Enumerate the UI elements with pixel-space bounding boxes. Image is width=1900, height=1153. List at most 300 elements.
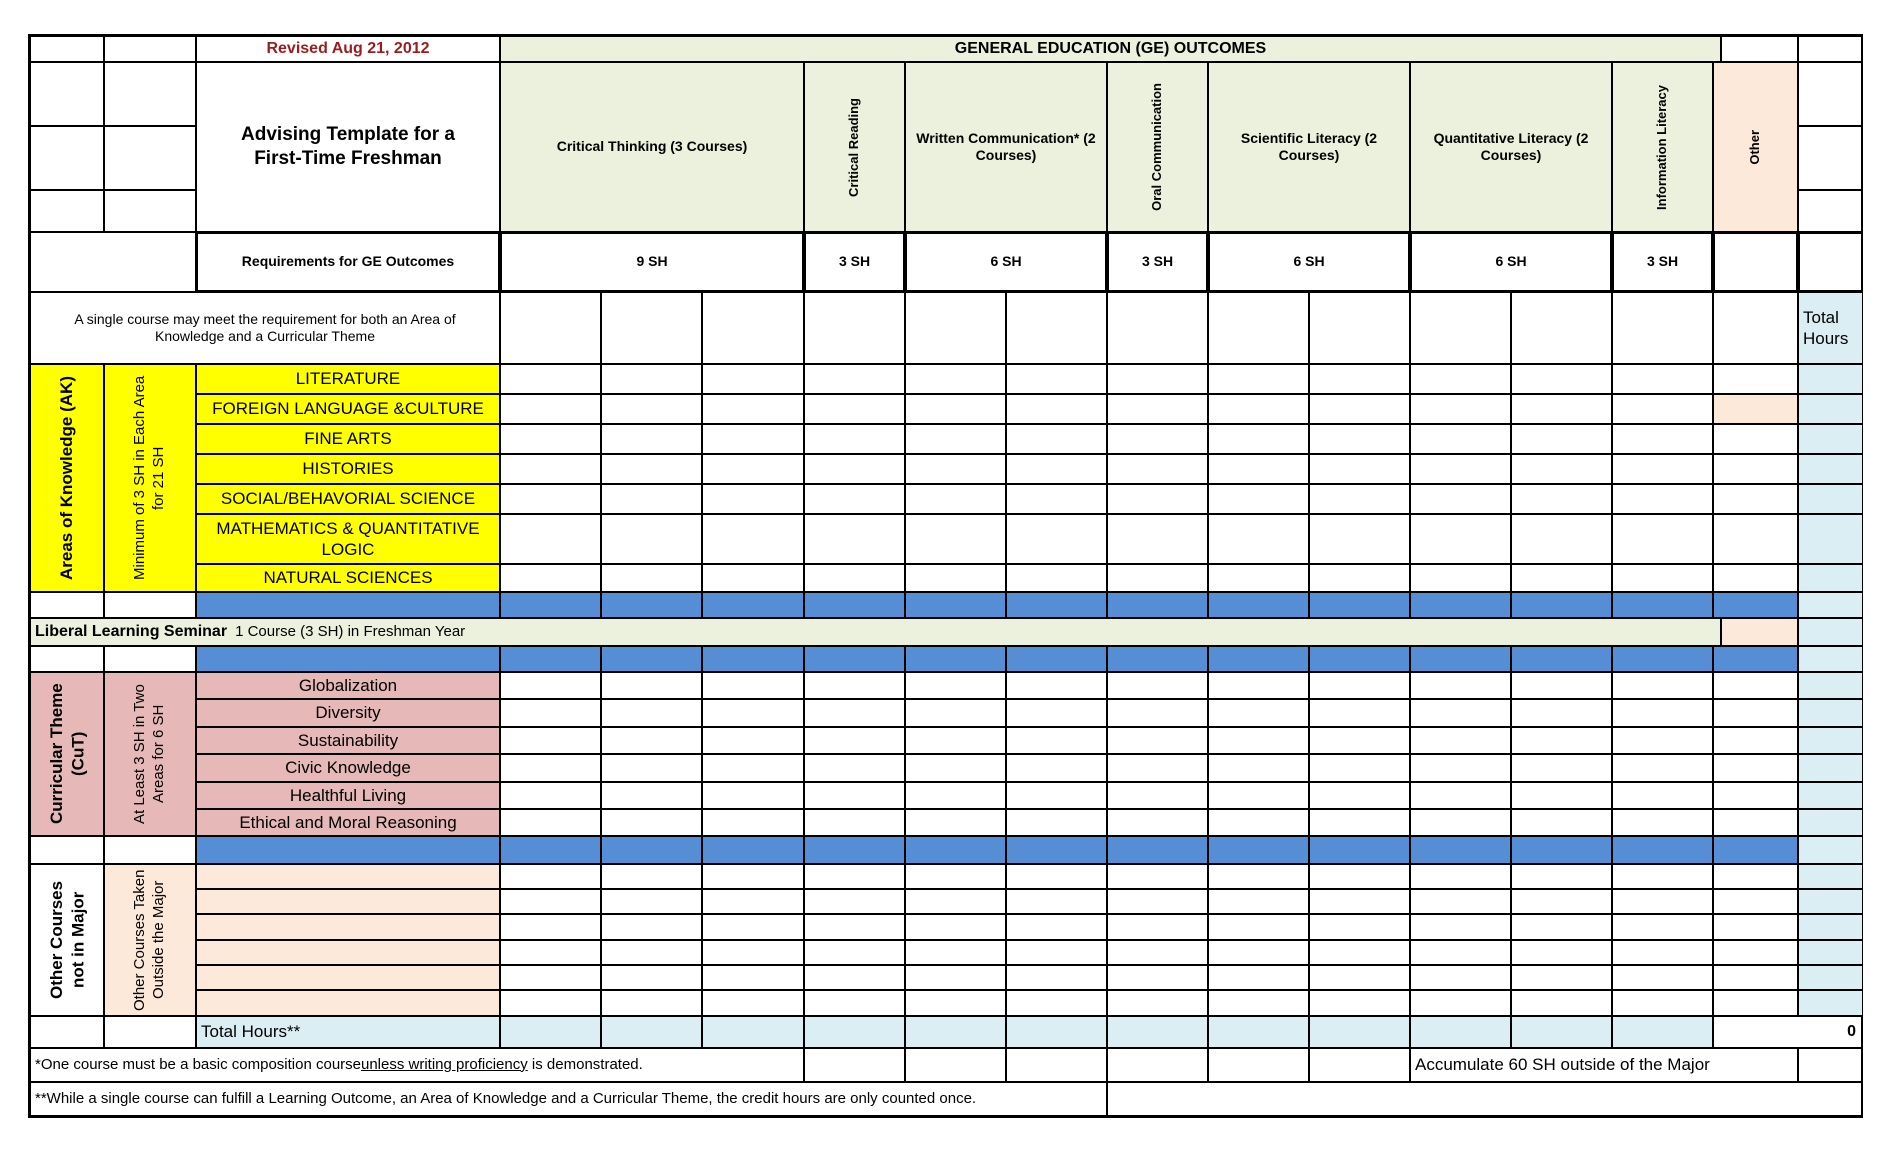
hours-cell[interactable] bbox=[702, 940, 804, 965]
hours-cell[interactable] bbox=[601, 990, 702, 1016]
hours-cell[interactable] bbox=[1208, 809, 1309, 836]
other-hours-cell[interactable] bbox=[1713, 864, 1798, 889]
hours-cell[interactable] bbox=[1107, 727, 1208, 754]
hours-cell[interactable] bbox=[702, 484, 804, 514]
single-course-note: A single course may meet the requirement for both an Area of Knowledge and a Curricular Theme bbox=[30, 292, 500, 364]
hours-cell[interactable] bbox=[804, 564, 905, 592]
hours-cell[interactable] bbox=[905, 889, 1006, 914]
hours-cell[interactable] bbox=[500, 454, 601, 484]
hours-cell[interactable] bbox=[702, 727, 804, 754]
hours-cell[interactable] bbox=[1410, 424, 1511, 454]
hours-cell[interactable] bbox=[500, 990, 601, 1016]
other-hours-cell[interactable] bbox=[1713, 672, 1798, 699]
hours-cell[interactable] bbox=[1410, 699, 1511, 727]
hours-cell[interactable] bbox=[1612, 754, 1713, 782]
hours-cell[interactable] bbox=[1107, 864, 1208, 889]
hours-cell[interactable] bbox=[1612, 514, 1713, 564]
hours-cell[interactable] bbox=[1309, 940, 1410, 965]
hours-cell[interactable] bbox=[1208, 889, 1309, 914]
other-hours-cell[interactable] bbox=[1713, 940, 1798, 965]
hours-cell[interactable] bbox=[500, 940, 601, 965]
other-course-slot[interactable] bbox=[196, 864, 500, 889]
hours-cell[interactable] bbox=[1006, 364, 1107, 394]
hours-cell[interactable] bbox=[804, 484, 905, 514]
hours-cell[interactable] bbox=[804, 672, 905, 699]
hours-cell[interactable] bbox=[1410, 514, 1511, 564]
separator-cell bbox=[905, 592, 1006, 618]
hours-cell[interactable] bbox=[905, 564, 1006, 592]
hours-cell[interactable] bbox=[1107, 809, 1208, 836]
other-hours-cell[interactable] bbox=[1713, 484, 1798, 514]
hours-cell[interactable] bbox=[1309, 454, 1410, 484]
hours-cell[interactable] bbox=[1107, 914, 1208, 940]
hours-cell[interactable] bbox=[905, 699, 1006, 727]
hours-cell[interactable] bbox=[601, 484, 702, 514]
hours-cell[interactable] bbox=[1309, 484, 1410, 514]
hours-cell[interactable] bbox=[1208, 754, 1309, 782]
hours-cell[interactable] bbox=[1410, 940, 1511, 965]
hours-cell[interactable] bbox=[702, 990, 804, 1016]
hours-cell[interactable] bbox=[905, 864, 1006, 889]
hours-cell[interactable] bbox=[1208, 364, 1309, 394]
hours-cell[interactable] bbox=[905, 394, 1006, 424]
total-hours-value: 0 bbox=[1713, 1016, 1863, 1048]
hours-cell[interactable] bbox=[1511, 727, 1612, 754]
hours-cell[interactable] bbox=[702, 754, 804, 782]
hours-cell[interactable] bbox=[1612, 914, 1713, 940]
hours-cell[interactable] bbox=[1612, 424, 1713, 454]
other-course-slot[interactable] bbox=[196, 940, 500, 965]
seminar-detail: 1 Course (3 SH) in Freshman Year bbox=[235, 622, 466, 640]
hours-cell[interactable] bbox=[1511, 424, 1612, 454]
hours-cell[interactable] bbox=[804, 364, 905, 394]
hours-cell[interactable] bbox=[804, 727, 905, 754]
separator-cell bbox=[1208, 836, 1309, 864]
hours-cell[interactable] bbox=[804, 394, 905, 424]
hours-cell[interactable] bbox=[601, 699, 702, 727]
hours-cell[interactable] bbox=[804, 424, 905, 454]
hours-cell[interactable] bbox=[1309, 889, 1410, 914]
hours-cell[interactable] bbox=[1410, 809, 1511, 836]
hours-cell[interactable] bbox=[1612, 889, 1713, 914]
hours-cell[interactable] bbox=[1511, 965, 1612, 990]
hours-cell[interactable] bbox=[1410, 564, 1511, 592]
hours-cell[interactable] bbox=[1006, 672, 1107, 699]
hours-cell[interactable] bbox=[1107, 990, 1208, 1016]
hours-cell[interactable] bbox=[905, 754, 1006, 782]
hours-cell[interactable] bbox=[1107, 454, 1208, 484]
total-hours-cell bbox=[1511, 1016, 1612, 1048]
hours-quantitative-literacy: 6 SH bbox=[1410, 232, 1612, 292]
other-course-slot[interactable] bbox=[196, 965, 500, 990]
hours-cell[interactable] bbox=[500, 394, 601, 424]
hours-cell[interactable] bbox=[905, 424, 1006, 454]
hours-cell[interactable] bbox=[1309, 394, 1410, 424]
hours-cell[interactable] bbox=[601, 672, 702, 699]
hours-cell[interactable] bbox=[1410, 394, 1511, 424]
hours-cell[interactable] bbox=[1309, 727, 1410, 754]
hours-cell[interactable] bbox=[905, 672, 1006, 699]
hours-cell[interactable] bbox=[1410, 965, 1511, 990]
hours-cell[interactable] bbox=[1107, 965, 1208, 990]
hours-cell[interactable] bbox=[702, 965, 804, 990]
hours-cell[interactable] bbox=[1107, 889, 1208, 914]
hours-cell[interactable] bbox=[1612, 364, 1713, 394]
hours-cell[interactable] bbox=[1309, 754, 1410, 782]
hours-cell[interactable] bbox=[905, 514, 1006, 564]
blank-cell bbox=[104, 646, 196, 672]
theme-globalization: Globalization bbox=[196, 672, 500, 699]
other-hours-cell[interactable] bbox=[1713, 564, 1798, 592]
separator-cell bbox=[804, 836, 905, 864]
hours-cell[interactable] bbox=[905, 727, 1006, 754]
hours-cell[interactable] bbox=[1612, 990, 1713, 1016]
hours-cell[interactable] bbox=[1309, 914, 1410, 940]
hours-cell[interactable] bbox=[1612, 699, 1713, 727]
hours-cell[interactable] bbox=[1208, 940, 1309, 965]
hours-cell[interactable] bbox=[905, 940, 1006, 965]
blank-cell bbox=[1208, 292, 1309, 364]
hours-cell[interactable] bbox=[1612, 965, 1713, 990]
hours-cell[interactable] bbox=[1006, 809, 1107, 836]
hours-cell[interactable] bbox=[500, 864, 601, 889]
hours-cell[interactable] bbox=[1309, 514, 1410, 564]
hours-cell[interactable] bbox=[1107, 364, 1208, 394]
blank-cell bbox=[30, 592, 104, 618]
hours-cell[interactable] bbox=[1612, 782, 1713, 809]
hours-cell[interactable] bbox=[1511, 990, 1612, 1016]
hours-cell[interactable] bbox=[500, 727, 601, 754]
hours-cell[interactable] bbox=[1208, 564, 1309, 592]
hours-cell[interactable] bbox=[500, 484, 601, 514]
other-hours-cell[interactable] bbox=[1713, 914, 1798, 940]
hours-cell[interactable] bbox=[1309, 809, 1410, 836]
hours-cell[interactable] bbox=[702, 699, 804, 727]
hours-cell[interactable] bbox=[1006, 754, 1107, 782]
hours-cell[interactable] bbox=[500, 889, 601, 914]
hours-cell[interactable] bbox=[1309, 965, 1410, 990]
separator-cell bbox=[702, 646, 804, 672]
hours-cell[interactable] bbox=[1309, 864, 1410, 889]
hours-cell[interactable] bbox=[601, 914, 702, 940]
hours-cell[interactable] bbox=[1006, 914, 1107, 940]
hours-cell[interactable] bbox=[1511, 782, 1612, 809]
hours-cell[interactable] bbox=[1309, 564, 1410, 592]
hours-cell[interactable] bbox=[1410, 727, 1511, 754]
hours-cell[interactable] bbox=[1208, 672, 1309, 699]
row-total-cell bbox=[1798, 889, 1863, 914]
hours-cell[interactable] bbox=[500, 754, 601, 782]
other-course-slot[interactable] bbox=[196, 990, 500, 1016]
hours-cell[interactable] bbox=[1107, 782, 1208, 809]
hours-cell[interactable] bbox=[1107, 564, 1208, 592]
hours-cell[interactable] bbox=[1410, 889, 1511, 914]
hours-cell[interactable] bbox=[1107, 699, 1208, 727]
hours-cell[interactable] bbox=[1511, 809, 1612, 836]
hours-cell[interactable] bbox=[905, 809, 1006, 836]
hours-cell[interactable] bbox=[1208, 727, 1309, 754]
hours-cell[interactable] bbox=[1612, 809, 1713, 836]
hours-cell[interactable] bbox=[702, 454, 804, 484]
hours-cell[interactable] bbox=[601, 514, 702, 564]
hours-cell[interactable] bbox=[1006, 782, 1107, 809]
hours-cell[interactable] bbox=[1107, 484, 1208, 514]
hours-cell[interactable] bbox=[1006, 514, 1107, 564]
hours-cell[interactable] bbox=[702, 564, 804, 592]
hours-cell[interactable] bbox=[1309, 364, 1410, 394]
hours-cell[interactable] bbox=[905, 484, 1006, 514]
hours-cell[interactable] bbox=[1511, 699, 1612, 727]
hours-cell[interactable] bbox=[1309, 424, 1410, 454]
hours-cell[interactable] bbox=[702, 424, 804, 454]
hours-other bbox=[1713, 232, 1798, 292]
hours-cell[interactable] bbox=[500, 965, 601, 990]
hours-cell[interactable] bbox=[804, 809, 905, 836]
hours-cell[interactable] bbox=[1309, 782, 1410, 809]
hours-cell[interactable] bbox=[500, 364, 601, 394]
hours-cell[interactable] bbox=[702, 514, 804, 564]
hours-cell[interactable] bbox=[804, 754, 905, 782]
hours-cell[interactable] bbox=[702, 364, 804, 394]
hours-cell[interactable] bbox=[702, 672, 804, 699]
hours-cell[interactable] bbox=[601, 889, 702, 914]
seminar-other-cell bbox=[1721, 618, 1798, 646]
hours-cell[interactable] bbox=[1410, 990, 1511, 1016]
other-hours-cell[interactable] bbox=[1713, 754, 1798, 782]
other-hours-cell[interactable] bbox=[1713, 424, 1798, 454]
hours-cell[interactable] bbox=[601, 940, 702, 965]
hours-cell[interactable] bbox=[1208, 782, 1309, 809]
hours-cell[interactable] bbox=[1511, 454, 1612, 484]
hours-cell[interactable] bbox=[1511, 564, 1612, 592]
hours-cell[interactable] bbox=[1612, 394, 1713, 424]
separator-cell bbox=[196, 836, 500, 864]
hours-cell[interactable] bbox=[601, 864, 702, 889]
other-hours-cell[interactable] bbox=[1713, 889, 1798, 914]
hours-cell[interactable] bbox=[804, 914, 905, 940]
other-hours-cell[interactable] bbox=[1713, 514, 1798, 564]
hours-cell[interactable] bbox=[1511, 889, 1612, 914]
hours-cell[interactable] bbox=[804, 889, 905, 914]
hours-cell[interactable] bbox=[1410, 914, 1511, 940]
hours-cell[interactable] bbox=[1107, 424, 1208, 454]
row-total-cell bbox=[1798, 965, 1863, 990]
hours-cell[interactable] bbox=[702, 809, 804, 836]
hours-cell[interactable] bbox=[1511, 914, 1612, 940]
advising-template-sheet bbox=[28, 34, 1863, 1118]
hours-cell[interactable] bbox=[1511, 672, 1612, 699]
hours-cell[interactable] bbox=[1006, 864, 1107, 889]
hours-cell[interactable] bbox=[1410, 672, 1511, 699]
hours-cell[interactable] bbox=[1612, 454, 1713, 484]
hours-cell[interactable] bbox=[905, 782, 1006, 809]
hours-cell[interactable] bbox=[702, 864, 804, 889]
blank-cell bbox=[1511, 292, 1612, 364]
footer-note-1: *One course must be a basic composition course unless writing proficiency is demonstrated. bbox=[30, 1048, 804, 1082]
blank-cell bbox=[702, 292, 804, 364]
hours-cell[interactable] bbox=[1006, 990, 1107, 1016]
hours-cell[interactable] bbox=[601, 564, 702, 592]
hours-cell[interactable] bbox=[601, 809, 702, 836]
hours-cell[interactable] bbox=[702, 914, 804, 940]
separator-cell bbox=[1410, 646, 1511, 672]
other-hours-cell[interactable] bbox=[1713, 965, 1798, 990]
hours-cell[interactable] bbox=[1107, 672, 1208, 699]
hours-cell[interactable] bbox=[1208, 699, 1309, 727]
hours-cell[interactable] bbox=[1511, 864, 1612, 889]
hours-cell[interactable] bbox=[601, 965, 702, 990]
hours-cell[interactable] bbox=[1006, 699, 1107, 727]
blank-cell bbox=[1798, 190, 1863, 232]
hours-cell[interactable] bbox=[1208, 454, 1309, 484]
hours-cell[interactable] bbox=[804, 965, 905, 990]
hours-cell[interactable] bbox=[1410, 864, 1511, 889]
hours-cell[interactable] bbox=[1612, 864, 1713, 889]
blank-cell bbox=[1107, 292, 1208, 364]
hours-cell[interactable] bbox=[1612, 940, 1713, 965]
hours-cell[interactable] bbox=[905, 990, 1006, 1016]
hours-cell[interactable] bbox=[601, 754, 702, 782]
row-total-cell bbox=[1798, 424, 1863, 454]
hours-cell[interactable] bbox=[601, 454, 702, 484]
hours-cell[interactable] bbox=[1006, 454, 1107, 484]
hours-cell[interactable] bbox=[804, 782, 905, 809]
other-hours-cell[interactable] bbox=[1713, 727, 1798, 754]
hours-cell[interactable] bbox=[1107, 940, 1208, 965]
hours-cell[interactable] bbox=[804, 940, 905, 965]
hours-cell[interactable] bbox=[1309, 672, 1410, 699]
other-hours-cell[interactable] bbox=[1713, 782, 1798, 809]
hours-cell[interactable] bbox=[500, 514, 601, 564]
hours-cell[interactable] bbox=[1006, 484, 1107, 514]
hours-cell[interactable] bbox=[1208, 514, 1309, 564]
hours-cell[interactable] bbox=[1208, 484, 1309, 514]
hours-cell[interactable] bbox=[1612, 727, 1713, 754]
hours-cell[interactable] bbox=[1511, 754, 1612, 782]
separator-cell bbox=[601, 646, 702, 672]
hours-cell[interactable] bbox=[1612, 672, 1713, 699]
hours-cell[interactable] bbox=[1107, 514, 1208, 564]
blank-cell bbox=[1798, 232, 1863, 292]
hours-cell[interactable] bbox=[702, 782, 804, 809]
hours-cell[interactable] bbox=[804, 454, 905, 484]
blank-cell bbox=[30, 62, 104, 126]
other-hours-cell[interactable] bbox=[1713, 990, 1798, 1016]
hours-cell[interactable] bbox=[1612, 564, 1713, 592]
hours-cell[interactable] bbox=[905, 914, 1006, 940]
blank-cell bbox=[1721, 36, 1798, 62]
blank-cell bbox=[905, 292, 1006, 364]
hours-cell[interactable] bbox=[1208, 965, 1309, 990]
hours-cell[interactable] bbox=[1107, 394, 1208, 424]
total-hours-cell bbox=[1410, 1016, 1511, 1048]
hours-cell[interactable] bbox=[1208, 864, 1309, 889]
hours-information-literacy: 3 SH bbox=[1612, 232, 1713, 292]
hours-cell[interactable] bbox=[500, 424, 601, 454]
hours-cell[interactable] bbox=[1006, 394, 1107, 424]
hours-cell[interactable] bbox=[905, 454, 1006, 484]
hours-cell[interactable] bbox=[601, 364, 702, 394]
hours-cell[interactable] bbox=[500, 699, 601, 727]
hours-cell[interactable] bbox=[1511, 484, 1612, 514]
hours-cell[interactable] bbox=[702, 889, 804, 914]
hours-oral-communication: 3 SH bbox=[1107, 232, 1208, 292]
hours-cell[interactable] bbox=[1006, 424, 1107, 454]
other-hours-cell[interactable] bbox=[1713, 699, 1798, 727]
separator-cell bbox=[702, 592, 804, 618]
hours-cell[interactable] bbox=[1410, 782, 1511, 809]
hours-cell[interactable] bbox=[804, 990, 905, 1016]
hours-cell[interactable] bbox=[1006, 564, 1107, 592]
hours-cell[interactable] bbox=[1006, 889, 1107, 914]
hours-cell[interactable] bbox=[1006, 727, 1107, 754]
hours-cell[interactable] bbox=[500, 672, 601, 699]
hours-cell[interactable] bbox=[1208, 394, 1309, 424]
hours-cell[interactable] bbox=[1309, 990, 1410, 1016]
area-histories: HISTORIES bbox=[196, 454, 500, 484]
hours-cell[interactable] bbox=[1006, 940, 1107, 965]
hours-cell[interactable] bbox=[601, 782, 702, 809]
blank-cell bbox=[1006, 292, 1107, 364]
blank-cell bbox=[30, 36, 104, 62]
hours-cell[interactable] bbox=[702, 394, 804, 424]
hours-cell[interactable] bbox=[1511, 364, 1612, 394]
separator-cell bbox=[1511, 592, 1612, 618]
hours-cell[interactable] bbox=[500, 782, 601, 809]
other-course-slot[interactable] bbox=[196, 889, 500, 914]
hours-cell[interactable] bbox=[1410, 454, 1511, 484]
separator-cell bbox=[1309, 592, 1410, 618]
hours-cell[interactable] bbox=[804, 699, 905, 727]
hours-cell[interactable] bbox=[1511, 514, 1612, 564]
hours-cell[interactable] bbox=[1208, 424, 1309, 454]
hours-cell[interactable] bbox=[1006, 965, 1107, 990]
hours-cell[interactable] bbox=[1612, 484, 1713, 514]
hours-cell[interactable] bbox=[1107, 754, 1208, 782]
hours-cell[interactable] bbox=[601, 727, 702, 754]
row-total-cell bbox=[1798, 564, 1863, 592]
hours-cell[interactable] bbox=[601, 424, 702, 454]
separator-cell bbox=[1511, 646, 1612, 672]
hours-cell[interactable] bbox=[1511, 940, 1612, 965]
other-course-slot[interactable] bbox=[196, 914, 500, 940]
other-hours-cell[interactable] bbox=[1713, 364, 1798, 394]
hours-cell[interactable] bbox=[1410, 754, 1511, 782]
hours-cell[interactable] bbox=[601, 394, 702, 424]
hours-cell[interactable] bbox=[1511, 394, 1612, 424]
row-total-cell bbox=[1798, 514, 1863, 564]
hours-cell[interactable] bbox=[500, 564, 601, 592]
hours-cell[interactable] bbox=[1208, 990, 1309, 1016]
hours-cell[interactable] bbox=[1309, 699, 1410, 727]
other-hours-cell[interactable] bbox=[1713, 454, 1798, 484]
total-hours-cell bbox=[1107, 1016, 1208, 1048]
hours-cell[interactable] bbox=[500, 914, 601, 940]
other-hours-cell[interactable] bbox=[1713, 809, 1798, 836]
hours-cell[interactable] bbox=[804, 514, 905, 564]
hours-cell[interactable] bbox=[804, 864, 905, 889]
hours-cell[interactable] bbox=[905, 364, 1006, 394]
row-total-cell bbox=[1798, 672, 1863, 699]
blank-cell bbox=[804, 1048, 905, 1082]
other-hours-cell[interactable] bbox=[1713, 394, 1798, 424]
hours-critical-reading: 3 SH bbox=[804, 232, 905, 292]
hours-cell[interactable] bbox=[1208, 914, 1309, 940]
hours-cell[interactable] bbox=[1410, 364, 1511, 394]
hours-cell[interactable] bbox=[500, 809, 601, 836]
hours-cell[interactable] bbox=[1410, 484, 1511, 514]
hours-cell[interactable] bbox=[905, 965, 1006, 990]
